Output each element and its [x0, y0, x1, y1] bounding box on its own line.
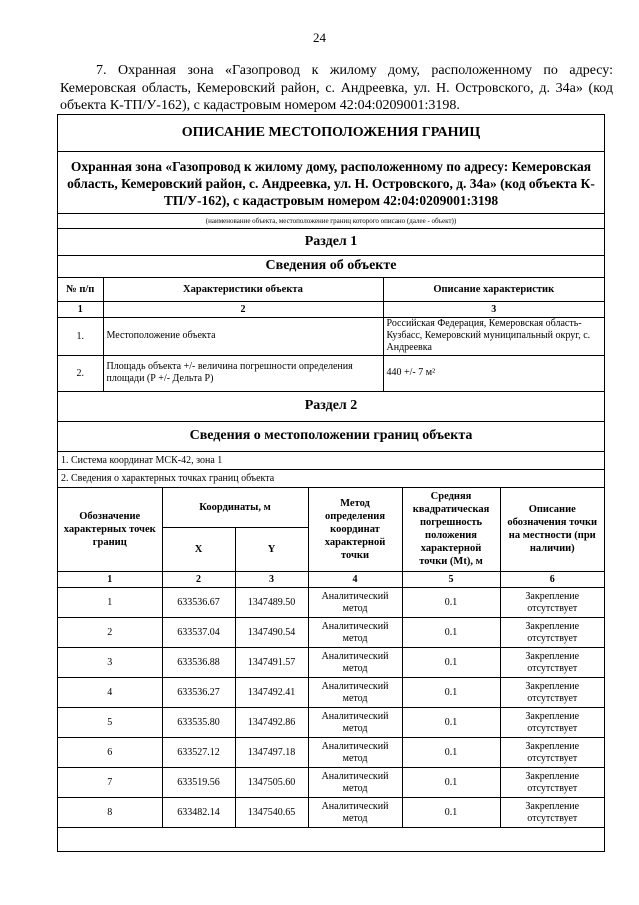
point-row [58, 768, 604, 798]
point-y: 1347489.50 [235, 588, 308, 618]
point-error: 0.1 [402, 708, 500, 738]
point-y: 1347540.65 [235, 798, 308, 828]
point-number: 3 [58, 648, 162, 678]
point-number: 1 [58, 588, 162, 618]
points-caption: 2. Сведения о характерных точках границ объекта [58, 469, 604, 487]
point-error: 0.1 [402, 678, 500, 708]
points-col-num-5: 5 [402, 572, 500, 588]
point-y: 1347491.57 [235, 648, 308, 678]
point-number: 5 [58, 708, 162, 738]
s1-col-num-2: 2 [103, 301, 383, 317]
point-y: 1347505.60 [235, 768, 308, 798]
section1-subtitle: Сведения об объекте [58, 255, 604, 277]
point-method: Аналитический метод [308, 678, 402, 708]
section2-subtitle: Сведения о местоположении границ объекта [58, 421, 604, 451]
point-x: 633527.12 [162, 738, 235, 768]
point-description: Закрепление отсутствует [500, 648, 604, 678]
s1-row-location [58, 317, 604, 355]
doc-subtitle: Охранная зона «Газопровод к жилому дому, расположенному по адресу: Кемеровская область, Кемеровский район, с. Андреевка, ул. Н. Островского, д. 34а» (код объекта К-ТП/У-162), с кадастровым номером 42:04:0209001:3198 [58, 152, 604, 214]
point-error: 0.1 [402, 648, 500, 678]
point-x: 633536.88 [162, 648, 235, 678]
doc-note: (наименование объекта, местоположение границ которого описано (далее - объект)) [58, 214, 604, 229]
point-description: Закрепление отсутствует [500, 798, 604, 828]
point-method: Аналитический метод [308, 768, 402, 798]
point-row [58, 678, 604, 708]
point-description: Закрепление отсутствует [500, 588, 604, 618]
points-header-description: Описание обозначения точки на местности (при наличии) [500, 488, 604, 572]
points-col-num-4: 4 [308, 572, 402, 588]
section1-table [58, 229, 604, 488]
point-description: Закрепление отсутствует [500, 678, 604, 708]
coord-system: 1. Система координат МСК-42, зона 1 [58, 451, 604, 469]
s1-row-area [58, 355, 604, 391]
point-x: 633536.27 [162, 678, 235, 708]
point-method: Аналитический метод [308, 738, 402, 768]
point-number: 4 [58, 678, 162, 708]
points-col-num-6: 6 [500, 572, 604, 588]
s1-row-description: Российская Федерация, Кемеровская область-Кузбасс, Кемеровский муниципальный округ, с. Андреевка [383, 317, 604, 355]
s1-header-char: Характеристики объекта [103, 277, 383, 301]
point-y: 1347492.41 [235, 678, 308, 708]
s1-row-number: 2. [58, 355, 103, 391]
point-row [58, 648, 604, 678]
s1-row-characteristic: Площадь объекта +/- величина погрешности определения площади (Р +/- Дельта Р) [103, 355, 383, 391]
point-row [58, 708, 604, 738]
point-description: Закрепление отсутствует [500, 618, 604, 648]
s1-col-num-1: 1 [58, 301, 103, 317]
section1-title: Раздел 1 [58, 229, 604, 255]
point-row [58, 798, 604, 828]
s1-header-desc: Описание характеристик [383, 277, 604, 301]
points-header-coords: Координаты, м [162, 488, 308, 528]
point-error: 0.1 [402, 618, 500, 648]
point-x: 633535.80 [162, 708, 235, 738]
page-number: 24 [313, 30, 326, 45]
points-header-method: Метод определения координат характерной точки [308, 488, 402, 572]
point-x: 633519.56 [162, 768, 235, 798]
point-x: 633482.14 [162, 798, 235, 828]
point-method: Аналитический метод [308, 588, 402, 618]
point-row [58, 618, 604, 648]
points-header-designation: Обозначение характерных точек границ [58, 488, 162, 572]
point-method: Аналитический метод [308, 708, 402, 738]
points-header-y: Y [235, 528, 308, 572]
point-description: Закрепление отсутствует [500, 768, 604, 798]
point-error: 0.1 [402, 588, 500, 618]
points-col-num-2: 2 [162, 572, 235, 588]
intro-paragraph [60, 62, 613, 115]
points-table [58, 488, 604, 829]
point-error: 0.1 [402, 738, 500, 768]
s1-row-number: 1. [58, 317, 103, 355]
s1-row-description: 440 +/- 7 м² [383, 355, 604, 391]
point-row [58, 738, 604, 768]
point-description: Закрепление отсутствует [500, 738, 604, 768]
s1-row-characteristic: Местоположение объекта [103, 317, 383, 355]
point-row [58, 588, 604, 618]
point-number: 6 [58, 738, 162, 768]
section2-title: Раздел 2 [58, 391, 604, 421]
point-y: 1347492.86 [235, 708, 308, 738]
points-col-num-1: 1 [58, 572, 162, 588]
points-header-x: X [162, 528, 235, 572]
boundary-description-frame [57, 114, 605, 852]
point-error: 0.1 [402, 768, 500, 798]
intro-number: 7. [96, 63, 107, 78]
intro-text: Охранная зона «Газопровод к жилому дому, расположенному по адресу: Кемеровская область, Кемеровский район, с. Андреевка, ул. Н. Островского, д. 34а» (код объекта К-ТП/У-162), с кадастровым номером 42:04:0209001:3198. [60, 63, 614, 113]
point-number: 8 [58, 798, 162, 828]
point-method: Аналитический метод [308, 648, 402, 678]
doc-title: ОПИСАНИЕ МЕСТОПОЛОЖЕНИЯ ГРАНИЦ [58, 115, 604, 152]
point-number: 7 [58, 768, 162, 798]
s1-header-num: № п/п [58, 277, 103, 301]
header-block [58, 115, 604, 229]
point-y: 1347490.54 [235, 618, 308, 648]
point-x: 633537.04 [162, 618, 235, 648]
point-method: Аналитический метод [308, 798, 402, 828]
point-error: 0.1 [402, 798, 500, 828]
point-y: 1347497.18 [235, 738, 308, 768]
point-number: 2 [58, 618, 162, 648]
points-header-error: Средняя квадратическая погрешность положения характерной точки (Mt), м [402, 488, 500, 572]
point-x: 633536.67 [162, 588, 235, 618]
s1-col-num-3: 3 [383, 301, 604, 317]
points-col-num-3: 3 [235, 572, 308, 588]
point-description: Закрепление отсутствует [500, 708, 604, 738]
point-method: Аналитический метод [308, 618, 402, 648]
